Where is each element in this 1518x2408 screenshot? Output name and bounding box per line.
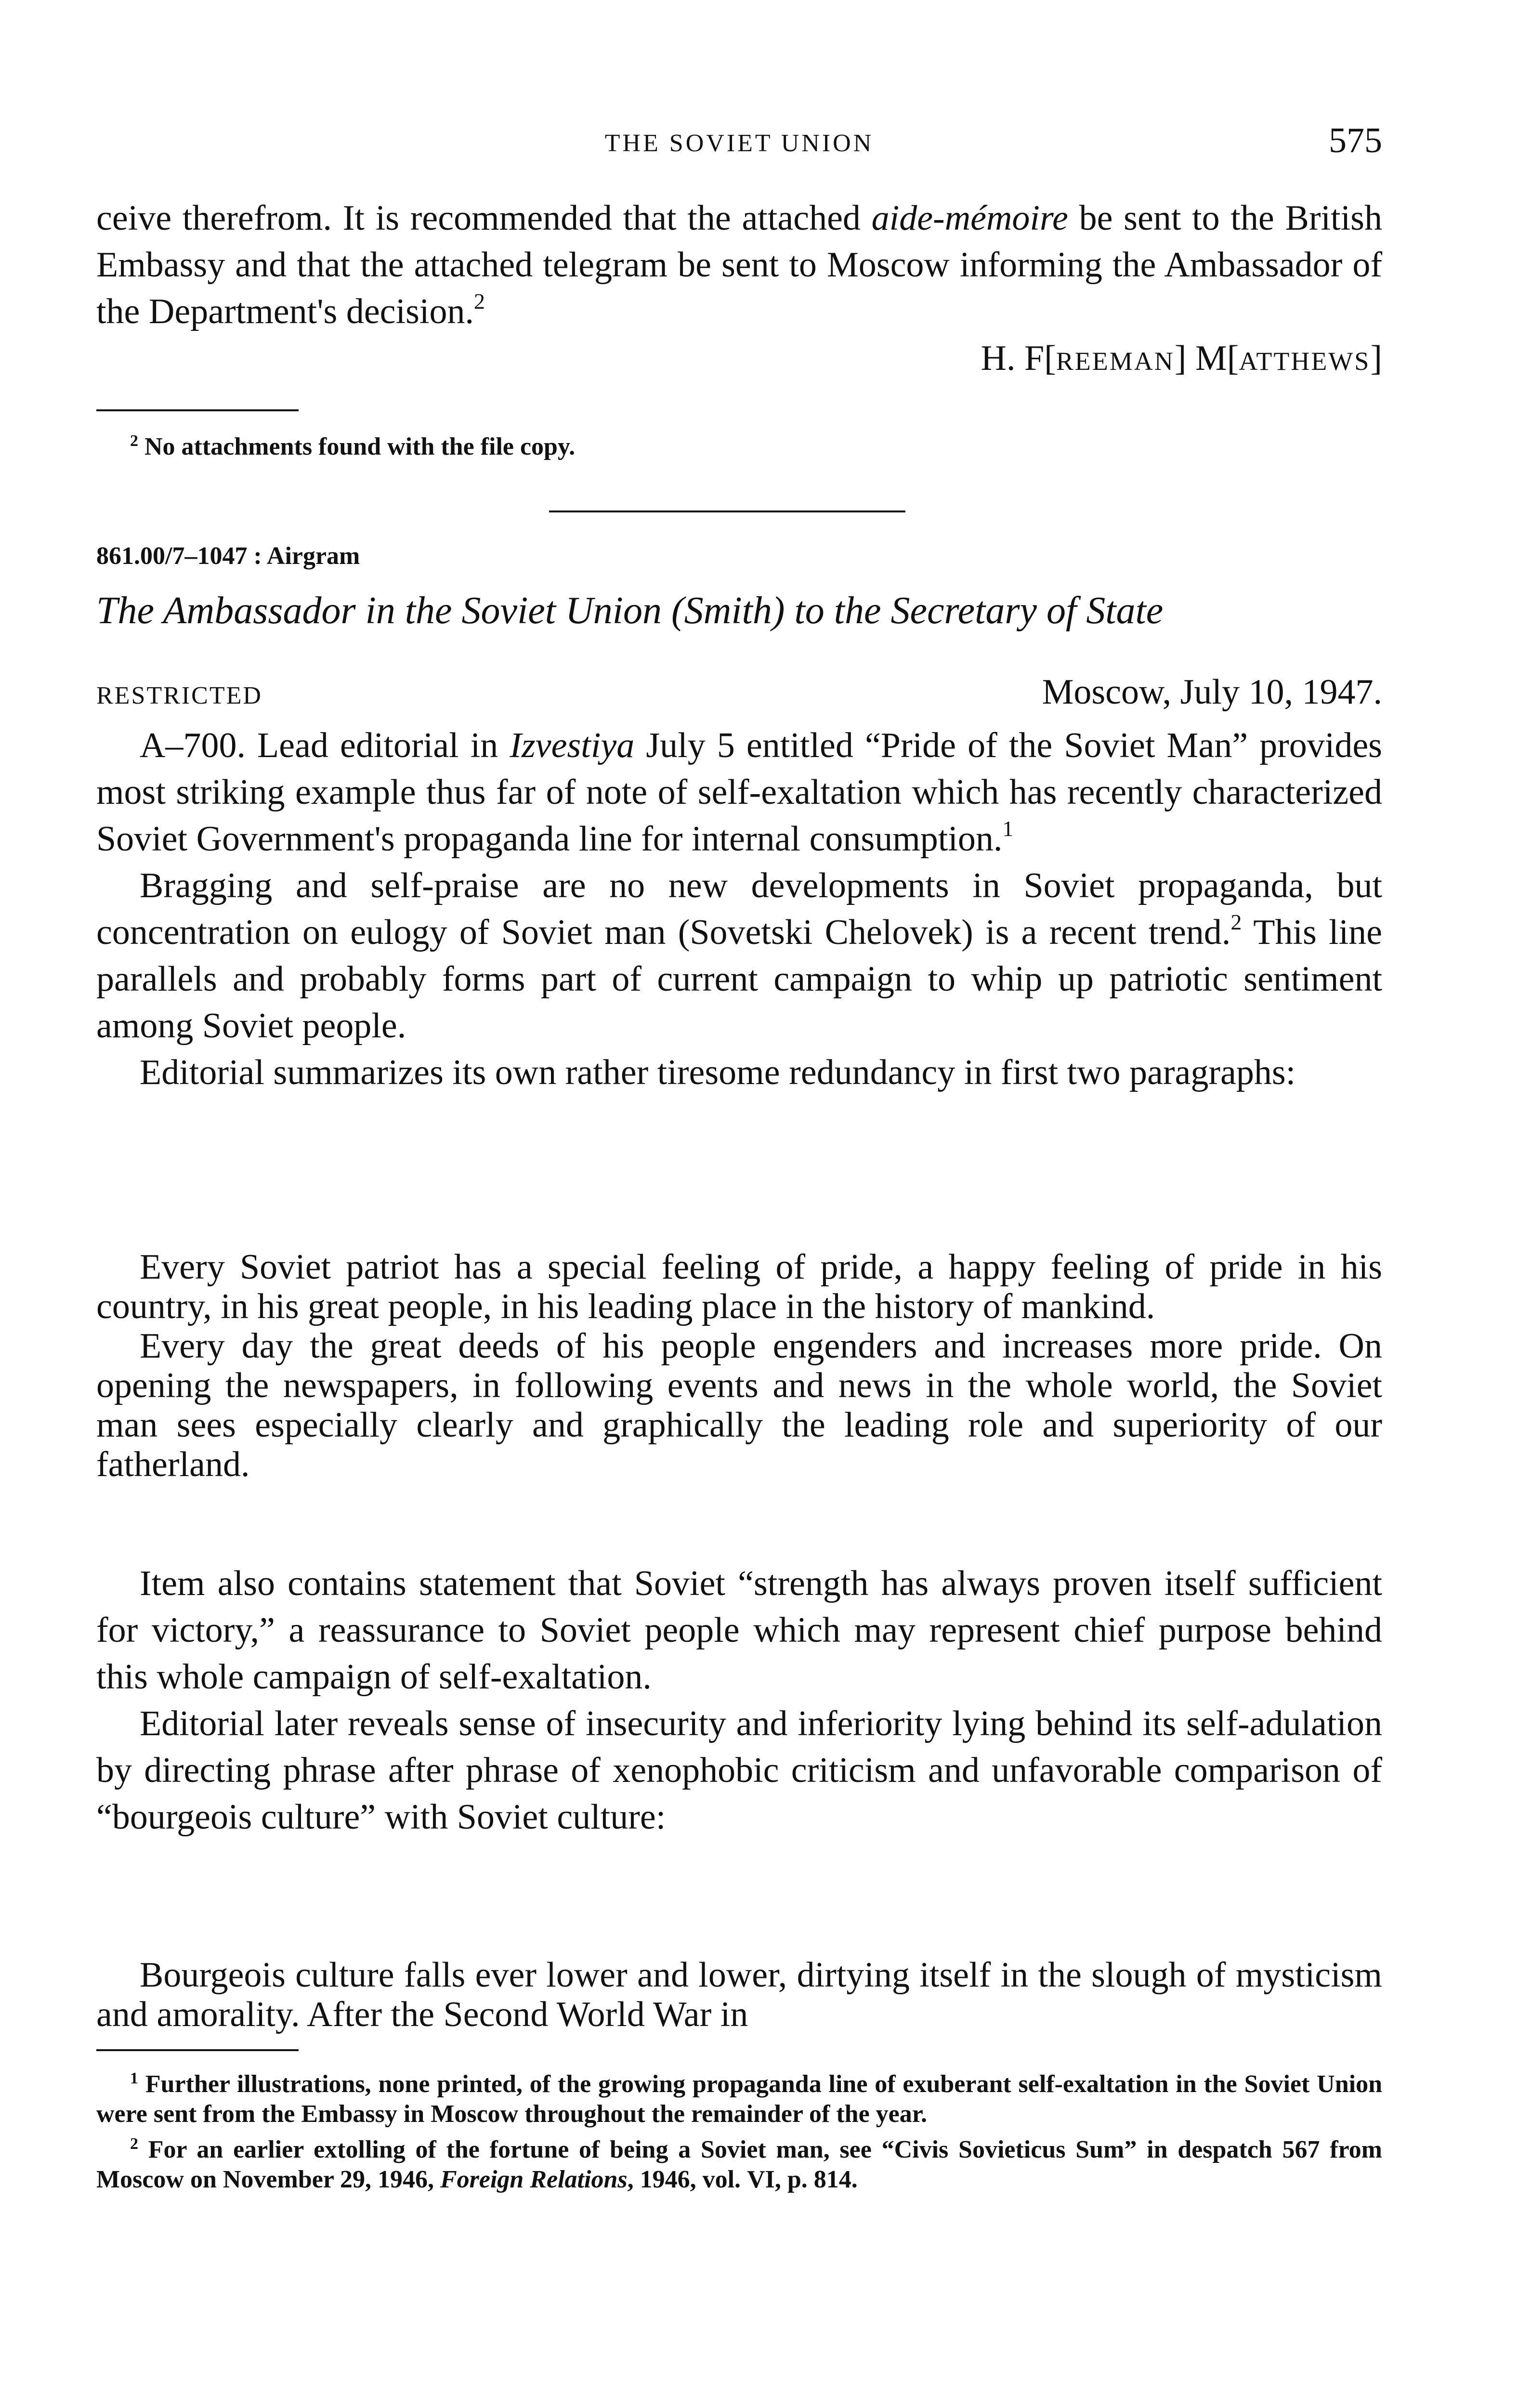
paragraph-4: Item also contains statement that Soviet “strength has always proven itself sufficient for victory,” a reassurance to Soviet people which may represent chief purpose behind this whole campaign of self-exaltation. bbox=[96, 1564, 1382, 1697]
footnote-ref: 2 bbox=[473, 289, 485, 314]
document-page bbox=[96, 0, 1382, 2408]
aide-memoire-term: aide-mémoire bbox=[871, 198, 1068, 238]
paragraph-5: Editorial later reveals sense of insecurity and inferiority lying behind its self-adulation by directing phrase after phrase of xenophobic criticism and unfavorable comparison of “bourgeois culture” with Soviet culture: bbox=[96, 1704, 1382, 1837]
classification-label: RESTRICTED bbox=[96, 682, 262, 709]
footnote-2: $^2$ For an earlier extolling of the fortune of being a Soviet man, see “Civis Sovieticus Sum” in despatch 567 from Moscow on November 29, 1946, Foreign Relations, 1946, vol. VI, p. 814. bbox=[96, 2135, 1382, 2193]
document-heading: The Ambassador in the Soviet Union (Smith) to the Secretary of State bbox=[96, 589, 1164, 632]
footnote-divider bbox=[96, 409, 299, 411]
footnote-1: $^1$ Further illustrations, none printed, of the growing propaganda line of exuberant self-exaltation in the Soviet Union were sent from the Embassy in Moscow throughout the remainder of the year. bbox=[96, 2069, 1382, 2128]
page-number: 575 bbox=[1329, 121, 1382, 160]
footnotes bbox=[96, 2064, 1382, 2195]
previous-document-footnote: $^2$ No attachments found with the file copy. bbox=[130, 432, 576, 460]
paragraph-3: Editorial summarizes its own rather tiresome redundancy in first two paragraphs: bbox=[140, 1053, 1296, 1092]
izvestiya-title: Izvestiya bbox=[510, 726, 635, 765]
footnotes-divider bbox=[96, 2049, 299, 2051]
file-reference: 861.00/7–1047 : Airgram bbox=[96, 542, 360, 570]
quote-paragraph-3: Bourgeois culture falls ever lower and lower, dirtying itself in the slough of mysticism and amorality. After the Second World War in bbox=[96, 1955, 1382, 2034]
paragraph-1: A–700. Lead editorial in Izvestiya July 5 entitled “Pride of the Soviet Man” provides most striking example thus far of note of self-exaltation which has recently characterized Soviet Government's propaganda line for internal consumption.$^1$ bbox=[96, 726, 1382, 859]
running-title: THE SOVIET UNION bbox=[604, 130, 874, 157]
quoted-passage-2 bbox=[96, 1955, 1382, 2034]
dateline: Moscow, July 10, 1947. bbox=[1042, 672, 1382, 712]
body-text-part-1 bbox=[96, 722, 1382, 1096]
previous-document-text bbox=[96, 195, 1382, 385]
section-divider bbox=[549, 510, 905, 512]
quoted-passage-1 bbox=[96, 1247, 1382, 1484]
body-text-part-2 bbox=[96, 1560, 1382, 1841]
footnote-ref-1: 1 bbox=[1002, 816, 1014, 841]
page-header bbox=[96, 120, 1382, 164]
paragraph-2: Bragging and self-praise are no new developments in Soviet propaganda, but concentration on eulogy of Soviet man (Sovetski Chelovek) is a recent trend.$^2$ This line parallels and probably forms part of current campaign to whip up patriotic sentiment among Soviet people. bbox=[96, 866, 1382, 1046]
footnote-ref-2: 2 bbox=[1230, 910, 1242, 934]
quote-paragraph-1: Every Soviet patriot has a special feeling of pride, a happy feeling of pride in his country, in his great people, in his leading place in the history of mankind. bbox=[96, 1247, 1382, 1326]
continuation-paragraph: ceive therefrom. It is recommended that the attached aide-mémoire be sent to the British Embassy and that the attached telegram be sent to Moscow informing the Ambassador of the Department's decision.$^2$ bbox=[96, 198, 1382, 331]
quote-paragraph-2: Every day the great deeds of his people engenders and increases more pride. On opening the newspapers, in following events and news in the whole world, the Soviet man sees especially clearly and graphically the leading role and superiority of our fatherland. bbox=[96, 1326, 1382, 1484]
signature: H. F[REEMAN] M[ATTHEWS] bbox=[981, 339, 1382, 378]
classification-dateline-row bbox=[96, 672, 1382, 713]
